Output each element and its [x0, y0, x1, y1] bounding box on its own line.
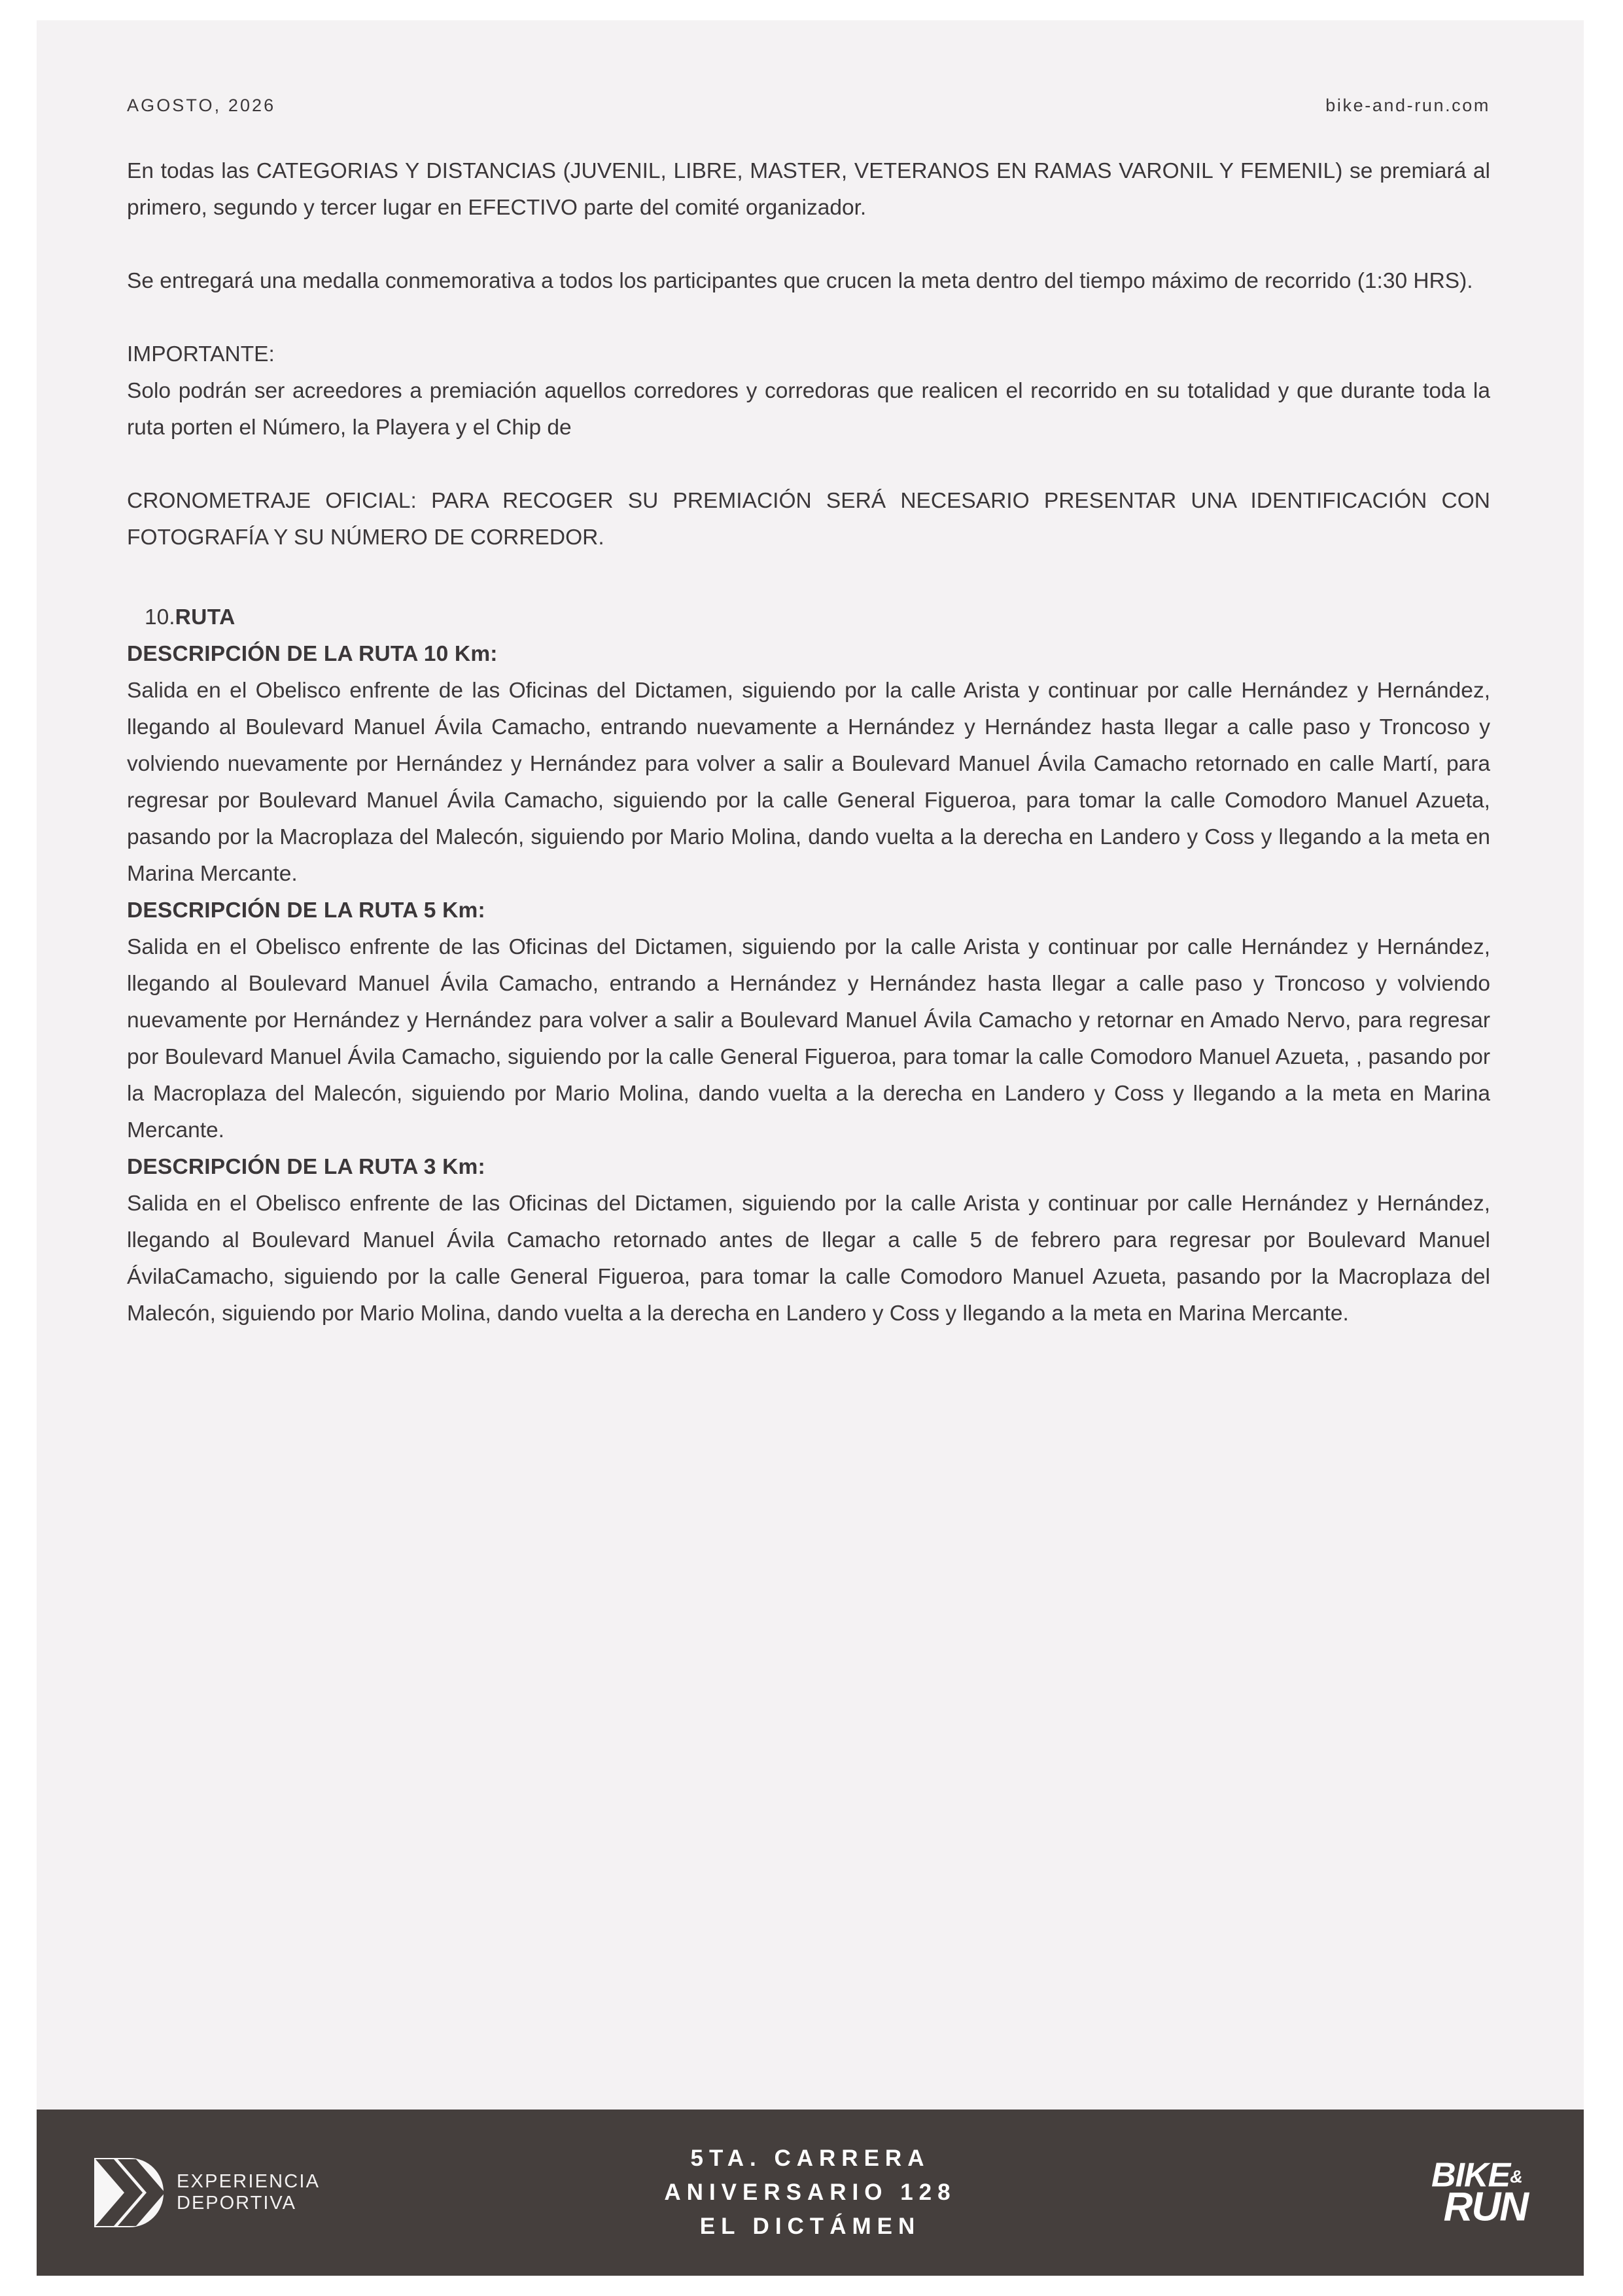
paragraph-important-conditions: Solo podrán ser acreedores a premiación aquellos corredores y corredoras que realicen el recorrido en su totalidad y que durante toda la ruta porten el Número, la Playera y el Chip de	[127, 379, 1490, 440]
running-head-website: bike-and-run.com	[1325, 96, 1490, 115]
brand-ampersand: &	[1510, 2166, 1523, 2187]
brand-line1	[1431, 2156, 1523, 2195]
paragraph-medal: Se entregará una medalla conmemorativa a todos los participantes que crucen la meta dentro del tiempo máximo de recorrido (1:30 HRS).	[127, 269, 1473, 293]
section-title: RUTA	[175, 605, 236, 629]
paragraph-official-timing: CRONOMETRAJE OFICIAL: PARA RECOGER SU PREMIACIÓN SERÁ NECESARIO PRESENTAR UNA IDENTIFICACIÓN CON FOTOGRAFÍA Y SU NÚMERO DE CORREDOR.	[127, 489, 1490, 550]
double-chevron-icon	[94, 2158, 164, 2227]
page-footer	[37, 2110, 1584, 2276]
bike-and-run-logo	[1427, 2156, 1527, 2229]
route-description-3km: Salida en el Obelisco enfrente de las Oficinas del Dictamen, siguiendo por la calle Arista y continuar por calle Hernández y Hernández, llegando al Boulevard Manuel Ávila Camacho retornado antes de llegar a calle 5 de febrero para regresar por Boulevard Manuel ÁvilaCamacho, siguiendo por la calle General Figueroa, para tomar la calle Comodoro Manuel Azueta, pasando por la Macroplaza del Malecón, siguiendo por Mario Molina, dando vuelta a la derecha en Landero y Coss y llegando a la meta en Marina Mercante.	[127, 1192, 1490, 1326]
brand-word-bike: BIKE	[1431, 2156, 1510, 2195]
route-heading-3km: DESCRIPCIÓN DE LA RUTA 3 Km:	[127, 1155, 485, 1179]
event-title	[664, 2142, 956, 2244]
section-number: 10.	[145, 605, 175, 629]
sponsor-logo	[94, 2158, 320, 2227]
route-description-5km: Salida en el Obelisco enfrente de las Oficinas del Dictamen, siguiendo por la calle Arista y continuar por calle Hernández y Hernández, llegando al Boulevard Manuel Ávila Camacho, entrando a Hernández y Hernández hasta llegar a calle paso y Troncoso y volviendo nuevamente por Hernández y Hernández para volver a salir a Boulevard Manuel Ávila Camacho y retornar en Amado Nervo, para regresar por Boulevard Manuel Ávila Camacho, siguiendo por la calle General Figueroa, para tomar la calle Comodoro Manuel Azueta, , pasando por la Macroplaza del Malecón, siguiendo por Mario Molina, dando vuelta a la derecha en Landero y Coss y llegando a la meta en Marina Mercante.	[127, 935, 1490, 1142]
route-description-10km: Salida en el Obelisco enfrente de las Oficinas del Dictamen, siguiendo por la calle Arista y continuar por calle Hernández y Hernández, llegando al Boulevard Manuel Ávila Camacho, entrando nuevamente a Hernández y Hernández hasta llegar a calle paso y Troncoso y volviendo nuevamente por Hernández y Hernández para volver a salir a Boulevard Manuel Ávila Camacho retornado en calle Martí, para regresar por Boulevard Manuel Ávila Camacho, siguiendo por la calle General Figueroa, para tomar la calle Comodoro Manuel Azueta, pasando por la Macroplaza del Malecón, siguiendo por Mario Molina, dando vuelta a la derecha en Landero y Coss y llegando a la meta en Marina Mercante.	[127, 679, 1490, 886]
route-heading-5km: DESCRIPCIÓN DE LA RUTA 5 Km:	[127, 898, 485, 923]
route-heading-10km: DESCRIPCIÓN DE LA RUTA 10 Km:	[127, 642, 498, 666]
running-head-date: AGOSTO, 2026	[127, 96, 276, 115]
section-heading-ruta	[127, 599, 1490, 636]
brand-line2: RUN	[1443, 2183, 1527, 2229]
document-page	[37, 20, 1584, 2276]
page-content	[127, 20, 1490, 1332]
event-title-line3: EL DICTÁMEN	[699, 2214, 921, 2239]
sponsor-name-line2: DEPORTIVA	[177, 2193, 296, 2214]
sponsor-name-line1: EXPERIENCIA	[177, 2171, 321, 2192]
body-content	[127, 153, 1490, 1332]
event-title-line2: ANIVERSARIO 128	[664, 2180, 956, 2205]
running-head	[127, 20, 1490, 116]
paragraph-categories-prizes: En todas las CATEGORIAS Y DISTANCIAS (JUVENIL, LIBRE, MASTER, VETERANOS EN RAMAS VARONIL Y FEMENIL) se premiará al primero, segundo y tercer lugar en EFECTIVO parte del comité organizador.	[127, 159, 1490, 220]
sponsor-name	[177, 2171, 320, 2214]
label-important: IMPORTANTE:	[127, 342, 275, 366]
event-title-line1: 5TA. CARRERA	[690, 2146, 930, 2171]
